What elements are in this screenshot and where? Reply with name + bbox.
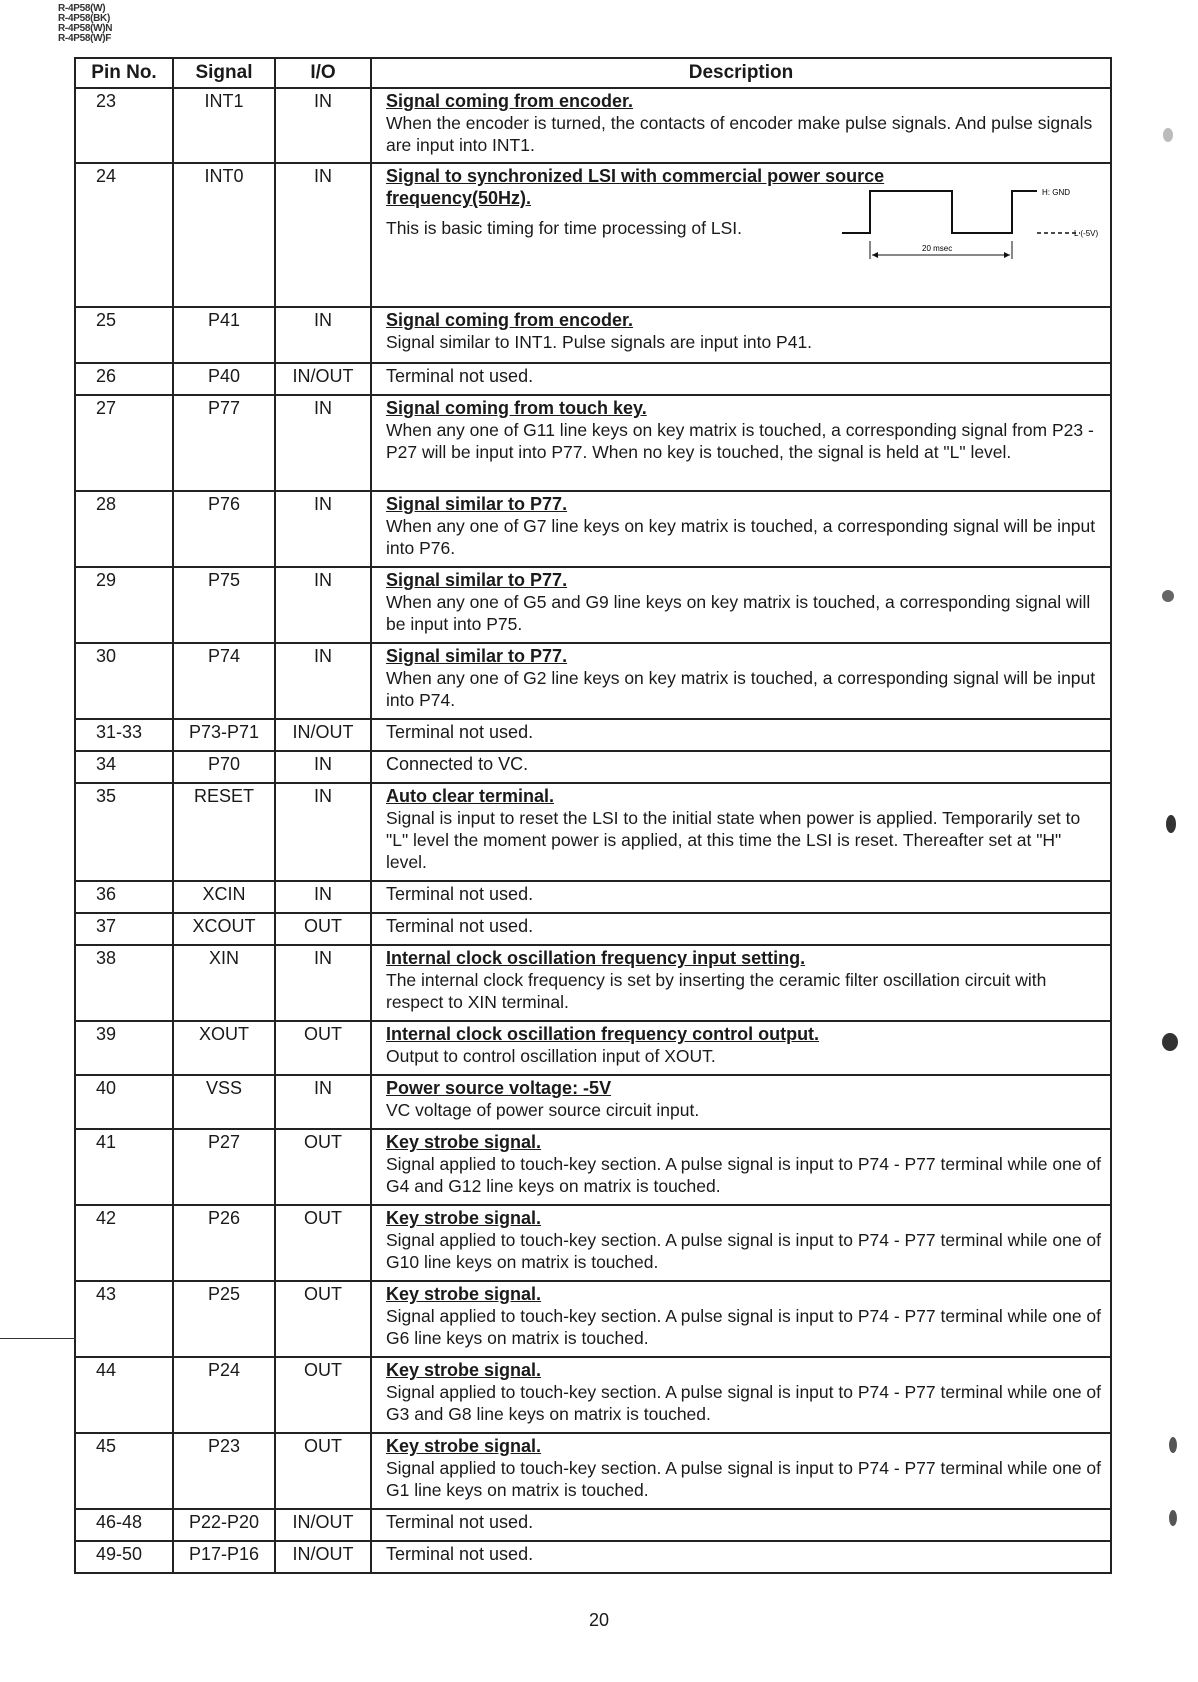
description-cell — [371, 395, 1111, 491]
model-number: R-4P58(BK) — [58, 13, 111, 24]
description-body: VC voltage of power source circuit input. — [386, 1100, 700, 1120]
signal-cell: P40 — [173, 363, 275, 395]
description-title: Internal clock oscillation frequency input setting. — [386, 948, 806, 968]
table-row — [75, 881, 1111, 913]
description-cell — [371, 1129, 1111, 1205]
pin-number-cell: 41 — [75, 1129, 173, 1205]
description-cell — [371, 751, 1111, 783]
description-cell — [371, 1205, 1111, 1281]
pin-number-cell: 25 — [75, 307, 173, 363]
io-cell: OUT — [275, 1205, 371, 1281]
io-cell: OUT — [275, 1281, 371, 1357]
io-cell: IN — [275, 751, 371, 783]
description-text: Connected to VC. — [386, 754, 529, 774]
description-title: Auto clear terminal. — [386, 786, 555, 806]
header-io: I/O — [275, 58, 371, 88]
signal-cell: XIN — [173, 945, 275, 1021]
pin-number-cell: 45 — [75, 1433, 173, 1509]
pin-number-cell: 42 — [75, 1205, 173, 1281]
description-body: This is basic timing for time processing of LSI. — [386, 218, 742, 238]
description-cell — [371, 783, 1111, 881]
signal-cell: VSS — [173, 1075, 275, 1129]
signal-cell: RESET — [173, 783, 275, 881]
io-cell: IN — [275, 491, 371, 567]
table-row — [75, 751, 1111, 783]
description-cell — [371, 567, 1111, 643]
table-row — [75, 719, 1111, 751]
model-number: R-4P58(W)F — [58, 33, 112, 44]
io-cell: IN — [275, 567, 371, 643]
model-numbers — [58, 4, 112, 44]
description-title: Power source voltage: -5V — [386, 1078, 612, 1098]
pin-number-cell: 27 — [75, 395, 173, 491]
table-row — [75, 1541, 1111, 1573]
signal-cell: P17-P16 — [173, 1541, 275, 1573]
pin-number-cell: 40 — [75, 1075, 173, 1129]
table-row — [75, 163, 1111, 307]
io-cell: IN — [275, 783, 371, 881]
description-cell — [371, 1357, 1111, 1433]
model-number: R-4P58(W) — [58, 3, 106, 14]
pin-number-cell: 38 — [75, 945, 173, 1021]
scan-speck — [1169, 1437, 1177, 1453]
header-signal: Signal — [173, 58, 275, 88]
description-title: Signal to synchronized LSI with commercial power source frequency(50Hz). — [386, 166, 885, 208]
io-cell: OUT — [275, 1021, 371, 1075]
margin-rule — [0, 1338, 76, 1339]
table-row — [75, 945, 1111, 1021]
description-cell — [371, 363, 1111, 395]
signal-cell: XCOUT — [173, 913, 275, 945]
io-cell: IN — [275, 307, 371, 363]
table-row — [75, 1129, 1111, 1205]
table-row — [75, 567, 1111, 643]
description-cell — [371, 1281, 1111, 1357]
description-title: Key strobe signal. — [386, 1132, 542, 1152]
io-cell: OUT — [275, 1357, 371, 1433]
pin-number-cell: 23 — [75, 88, 173, 163]
io-cell: OUT — [275, 913, 371, 945]
description-text: Terminal not used. — [386, 1512, 534, 1532]
pin-number-cell: 43 — [75, 1281, 173, 1357]
io-cell: IN/OUT — [275, 719, 371, 751]
io-cell: OUT — [275, 1129, 371, 1205]
table-header-row — [75, 58, 1111, 88]
description-title: Signal similar to P77. — [386, 494, 568, 514]
signal-cell: P22-P20 — [173, 1509, 275, 1541]
table-row — [75, 307, 1111, 363]
description-cell — [371, 491, 1111, 567]
signal-cell: P26 — [173, 1205, 275, 1281]
signal-cell: P25 — [173, 1281, 275, 1357]
description-cell — [371, 1433, 1111, 1509]
pin-number-cell: 26 — [75, 363, 173, 395]
signal-cell: P24 — [173, 1357, 275, 1433]
description-cell — [371, 163, 1111, 307]
io-cell: IN — [275, 1075, 371, 1129]
description-body: Signal applied to touch-key section. A pulse signal is input to P74 - P77 terminal while one of G3 and G8 line keys on matrix is touched. — [386, 1382, 1102, 1424]
description-body: When any one of G2 line keys on key matrix is touched, a corresponding signal will be input into P74. — [386, 668, 1096, 710]
description-title: Key strobe signal. — [386, 1208, 542, 1228]
pin-number-cell: 28 — [75, 491, 173, 567]
description-body: The internal clock frequency is set by inserting the ceramic filter oscillation circuit with respect to XIN terminal. — [386, 970, 1047, 1012]
description-title: Signal similar to P77. — [386, 646, 568, 666]
description-text: Terminal not used. — [386, 884, 534, 904]
signal-cell: INT1 — [173, 88, 275, 163]
table-row — [75, 913, 1111, 945]
description-cell — [371, 913, 1111, 945]
table-row — [75, 88, 1111, 163]
timing-period-label: 20 msec — [922, 244, 953, 253]
description-cell — [371, 1021, 1111, 1075]
page-number: 20 — [588, 1610, 610, 1630]
description-body: When the encoder is turned, the contacts of encoder make pulse signals. And pulse signals are input into INT1. — [386, 113, 1093, 155]
description-title: Key strobe signal. — [386, 1436, 542, 1456]
table-row — [75, 643, 1111, 719]
pin-number-cell: 30 — [75, 643, 173, 719]
signal-cell: INT0 — [173, 163, 275, 307]
description-body: Signal applied to touch-key section. A pulse signal is input to P74 - P77 terminal while one of G4 and G12 line keys on matrix is touched. — [386, 1154, 1102, 1196]
table-row — [75, 1205, 1111, 1281]
description-title: Internal clock oscillation frequency control output. — [386, 1024, 820, 1044]
scan-speck — [1169, 1510, 1177, 1526]
description-title: Signal coming from encoder. — [386, 310, 634, 330]
pin-number-cell: 24 — [75, 163, 173, 307]
io-cell: OUT — [275, 1433, 371, 1509]
scan-speck — [1163, 128, 1173, 142]
description-cell — [371, 307, 1111, 363]
io-cell: IN/OUT — [275, 1541, 371, 1573]
io-cell: IN — [275, 881, 371, 913]
pin-description-table — [74, 57, 1112, 1574]
description-body: Signal applied to touch-key section. A pulse signal is input to P74 - P77 terminal while one of G1 line keys on matrix is touched. — [386, 1458, 1102, 1500]
description-text: Terminal not used. — [386, 1544, 534, 1564]
description-body: Signal applied to touch-key section. A pulse signal is input to P74 - P77 terminal while one of G10 line keys on matrix is touched. — [386, 1230, 1102, 1272]
description-text: Terminal not used. — [386, 366, 534, 386]
model-number: R-4P58(W)N — [58, 23, 113, 34]
pin-number-cell: 34 — [75, 751, 173, 783]
signal-cell: XOUT — [173, 1021, 275, 1075]
scan-speck — [1162, 590, 1174, 602]
table-row — [75, 395, 1111, 491]
description-cell — [371, 719, 1111, 751]
description-body: Output to control oscillation input of XOUT. — [386, 1046, 716, 1066]
table-row — [75, 1281, 1111, 1357]
header-description: Description — [371, 58, 1111, 88]
table-row — [75, 1075, 1111, 1129]
description-body: When any one of G11 line keys on key matrix is touched, a corresponding signal from P23 - P27 will be input into P77. When no key is touched, the signal is held at "L" level. — [386, 420, 1094, 462]
signal-cell: P73-P71 — [173, 719, 275, 751]
table-row — [75, 491, 1111, 567]
pin-number-cell: 44 — [75, 1357, 173, 1433]
pin-number-cell: 49-50 — [75, 1541, 173, 1573]
signal-cell: XCIN — [173, 881, 275, 913]
pin-number-cell: 39 — [75, 1021, 173, 1075]
io-cell: IN — [275, 395, 371, 491]
table-row — [75, 363, 1111, 395]
description-cell — [371, 1541, 1111, 1573]
timing-high-label: H: GND — [1042, 188, 1070, 197]
description-text: Terminal not used. — [386, 722, 534, 742]
table-row — [75, 783, 1111, 881]
signal-cell: P27 — [173, 1129, 275, 1205]
description-cell — [371, 1509, 1111, 1541]
pin-number-cell: 35 — [75, 783, 173, 881]
description-title: Signal coming from encoder. — [386, 91, 634, 111]
signal-cell: P74 — [173, 643, 275, 719]
io-cell: IN — [275, 945, 371, 1021]
description-title: Signal coming from touch key. — [386, 398, 647, 418]
table-row — [75, 1509, 1111, 1541]
description-cell — [371, 881, 1111, 913]
io-cell: IN — [275, 88, 371, 163]
signal-cell: P41 — [173, 307, 275, 363]
description-cell — [371, 643, 1111, 719]
signal-cell: P76 — [173, 491, 275, 567]
description-body: Signal similar to INT1. Pulse signals are input into P41. — [386, 332, 813, 352]
table-row — [75, 1021, 1111, 1075]
pin-number-cell: 29 — [75, 567, 173, 643]
description-body: Signal applied to touch-key section. A pulse signal is input to P74 - P77 terminal while one of G6 line keys on matrix is touched. — [386, 1306, 1102, 1348]
io-cell: IN — [275, 643, 371, 719]
pin-number-cell: 46-48 — [75, 1509, 173, 1541]
table-row — [75, 1357, 1111, 1433]
description-text: Terminal not used. — [386, 916, 534, 936]
timing-diagram — [842, 183, 1102, 273]
description-body: When any one of G7 line keys on key matrix is touched, a corresponding signal will be input into P76. — [386, 516, 1096, 558]
signal-cell: P77 — [173, 395, 275, 491]
timing-low-label: L (-5V) — [1074, 229, 1099, 238]
description-cell — [371, 945, 1111, 1021]
scan-speck — [1166, 815, 1176, 833]
io-cell: IN/OUT — [275, 1509, 371, 1541]
description-title: Key strobe signal. — [386, 1284, 542, 1304]
header-pin-no: Pin No. — [75, 58, 173, 88]
description-body: Signal is input to reset the LSI to the initial state when power is applied. Temporarily set to "L" level the moment power is applied, at this time the LSI is reset. Thereafter set at "H" level. — [386, 808, 1081, 872]
description-cell — [371, 1075, 1111, 1129]
scan-speck — [1162, 1033, 1178, 1051]
pin-number-cell: 31-33 — [75, 719, 173, 751]
table-row — [75, 1433, 1111, 1509]
io-cell: IN — [275, 163, 371, 307]
description-title: Signal similar to P77. — [386, 570, 568, 590]
signal-cell: P23 — [173, 1433, 275, 1509]
pin-number-cell: 37 — [75, 913, 173, 945]
description-cell — [371, 88, 1111, 163]
signal-cell: P75 — [173, 567, 275, 643]
io-cell: IN/OUT — [275, 363, 371, 395]
signal-cell: P70 — [173, 751, 275, 783]
description-title: Key strobe signal. — [386, 1360, 542, 1380]
pin-number-cell: 36 — [75, 881, 173, 913]
description-body: When any one of G5 and G9 line keys on key matrix is touched, a corresponding signal will be input into P75. — [386, 592, 1091, 634]
